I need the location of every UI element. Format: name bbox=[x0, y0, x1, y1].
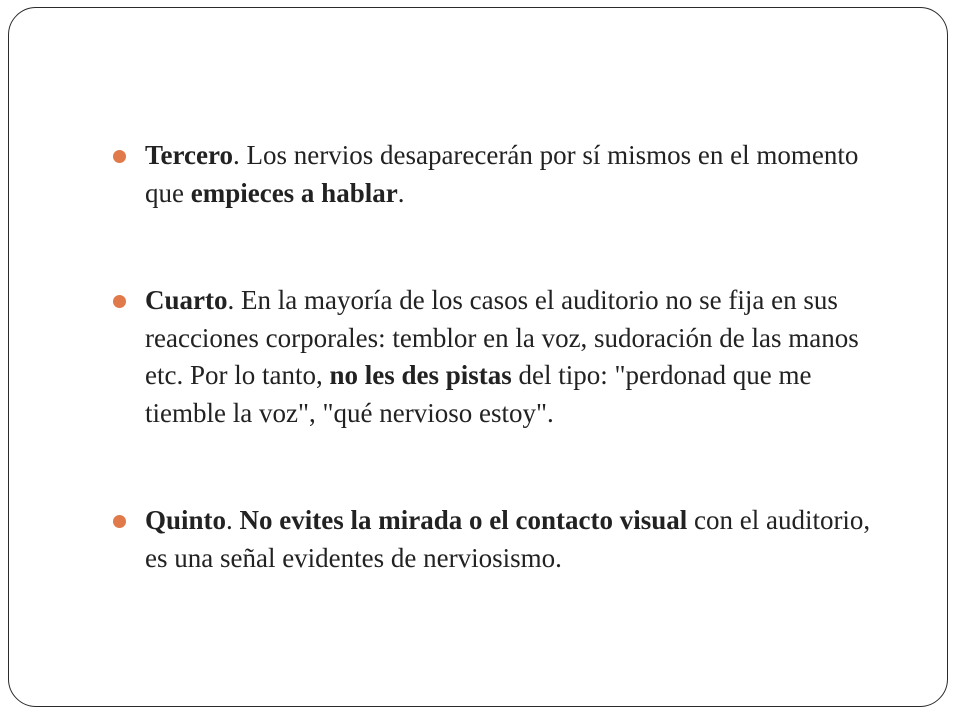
text-run: . Los nervios desaparecerán por sí mismos en el momento que bbox=[145, 140, 859, 208]
bullet-dot-icon bbox=[113, 515, 126, 528]
bullet-text bbox=[145, 505, 870, 573]
bold-run: No evites la mirada o el contacto visual bbox=[239, 505, 688, 535]
bullet-item-quinto bbox=[113, 502, 873, 577]
bullet-dot-icon bbox=[113, 295, 126, 308]
text-run: con el auditorio, es una señal evidentes de nerviosismo. bbox=[145, 505, 871, 573]
bullet-text bbox=[145, 140, 858, 208]
bullet-text bbox=[145, 285, 859, 428]
bullet-list bbox=[113, 137, 873, 577]
bullet-item-cuarto bbox=[113, 282, 873, 432]
slide-frame bbox=[8, 7, 948, 707]
text-run: . bbox=[226, 505, 240, 535]
bold-run: empieces a hablar bbox=[190, 177, 398, 208]
text-run: del tipo: "perdonad que me tiemble la voz", "qué nervioso estoy". bbox=[145, 360, 812, 428]
bold-run: Cuarto bbox=[145, 285, 228, 315]
bold-run: Quinto bbox=[145, 505, 227, 535]
bullet-dot-icon bbox=[113, 150, 126, 163]
bold-run: no les des pistas bbox=[329, 360, 512, 390]
bold-run: Tercero bbox=[145, 140, 233, 170]
text-run: . En la mayoría de los casos el auditorio no se fija en sus reacciones corporales: temblor en la voz, sudoración de las manos etc. Por lo tanto, bbox=[145, 285, 859, 390]
text-run: . bbox=[397, 177, 405, 208]
bullet-item-tercero bbox=[113, 137, 873, 212]
